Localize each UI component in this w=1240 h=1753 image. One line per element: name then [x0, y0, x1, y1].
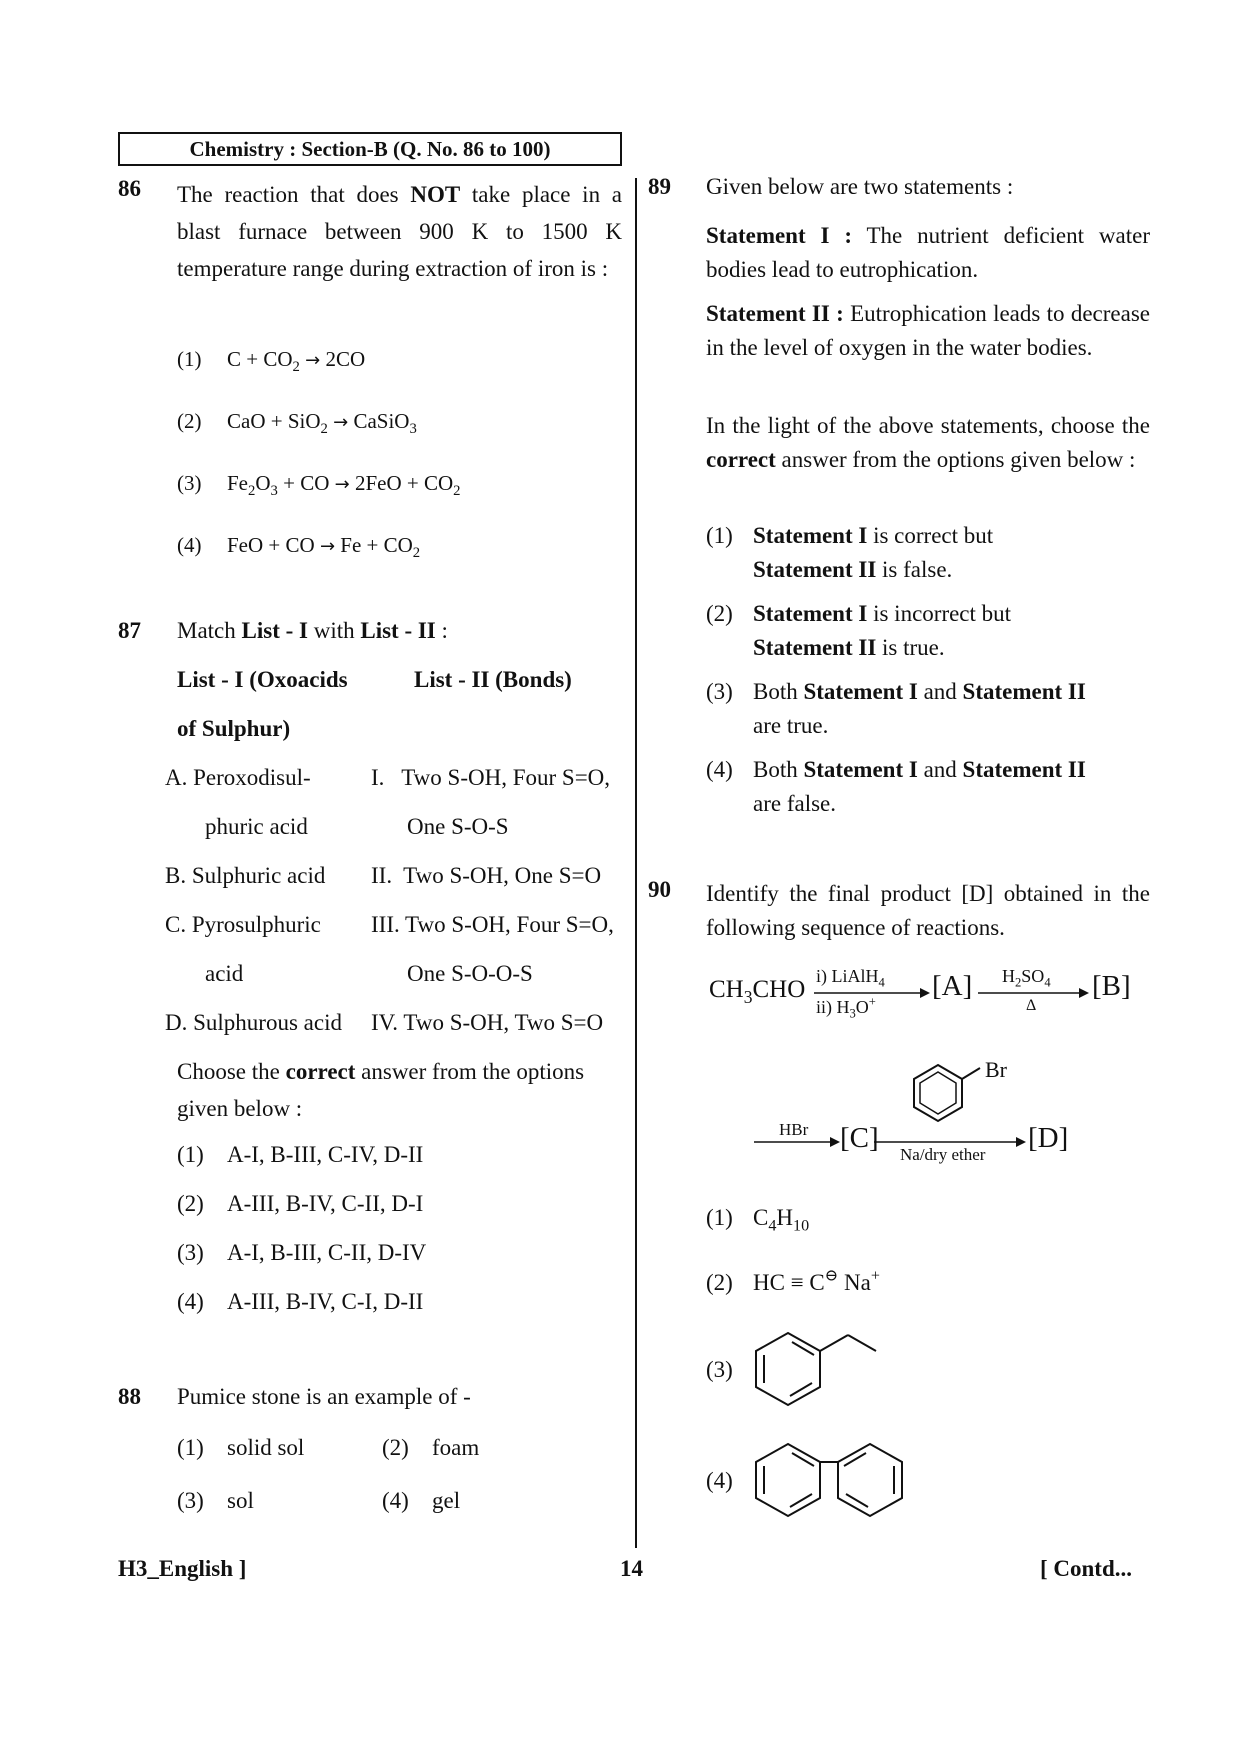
section-header: Chemistry : Section-B (Q. No. 86 to 100)	[118, 132, 622, 166]
q90-option-1[interactable]: (1) $C_4H_{10}$	[706, 1205, 810, 1235]
match-row-d-right: IV. Two S-OH, Two S=O	[371, 1010, 604, 1035]
q89-statement-1: Statement I : The nutrient deficient water bodies lead to eutrophication.	[706, 223, 1150, 282]
q89-number: 89	[648, 174, 671, 199]
q88-option-2[interactable]: (2) foam	[382, 1435, 480, 1460]
match-row-a-right: I. Two S-OH, Four S=O,	[371, 765, 611, 790]
q88-number: 88	[118, 1384, 141, 1409]
q89-intro: Given below are two statements :	[706, 174, 1014, 199]
q87-text: Match List - I with List - II :	[177, 618, 448, 643]
q90-option-3[interactable]: (3)	[706, 1357, 733, 1382]
q87-option-1[interactable]: (1) A-I, B-III, C-IV, D-II	[177, 1142, 424, 1167]
q89-option-1[interactable]: (1) Statement I is correct but Statement II is false.	[706, 523, 994, 582]
q89-statement-2: Statement II : Eutrophication leads to decrease in the level of oxygen in the water bodies.	[706, 301, 1150, 360]
reagent-lialh4: i) LiAlH$_4$	[816, 966, 885, 990]
q87-option-4[interactable]: (4) A-III, B-IV, C-I, D-II	[177, 1289, 424, 1314]
arrow-2	[976, 985, 1091, 1001]
page-number: 14	[620, 1556, 643, 1581]
match-row-b-right: II. Two S-OH, One S=O	[371, 863, 602, 888]
q87-choose-text: Choose the correct answer from the options given below :	[177, 1059, 585, 1121]
arrow-3	[752, 1134, 842, 1150]
q89-option-4[interactable]: (4) Both Statement I and Statement II are false.	[706, 757, 1086, 816]
match-row-a-left-cont: phuric acid	[205, 814, 308, 839]
reagent-h3o: ii) $H_3O^+$	[816, 994, 876, 1021]
list1-heading-line1: List - I (Oxoacids	[177, 667, 348, 692]
q86-option-4[interactable]: (4) FeO + CO → $Fe + CO_2$	[177, 533, 421, 562]
q86-text: The reaction that does NOT take place in a blast furnace between 900 K to 1500 K temperature range during extraction of iron is :	[177, 182, 622, 281]
match-row-a-right-cont: One S-O-S	[407, 814, 509, 839]
reagent-h2so4: $H_2SO_4$	[1002, 966, 1051, 990]
match-row-b-left: B. Sulphuric acid	[165, 863, 326, 888]
reagent-heat: Δ	[1026, 997, 1037, 1014]
q87-option-3[interactable]: (3) A-I, B-III, C-II, D-IV	[177, 1240, 427, 1265]
footer-code: H3_English ]	[118, 1556, 247, 1581]
list1-heading-line2: of Sulphur)	[177, 716, 291, 741]
match-row-c-left: C. Pyrosulphuric	[165, 912, 321, 937]
q86-option-2[interactable]: (2) CaO + SiO$_2$ → CaSiO$_3$	[177, 409, 417, 438]
product-d: [D]	[1028, 1122, 1069, 1154]
q89-choose-text: In the light of the above statements, choose the correct answer from the options given below :	[706, 413, 1150, 472]
match-row-c-right: III. Two S-OH, Four S=O,	[371, 912, 614, 937]
q86-option-1[interactable]: (1) $C + CO_2 \to 2CO$	[177, 347, 366, 376]
q88-option-3[interactable]: (3) sol	[177, 1488, 254, 1513]
reagent-na-ether: Na/dry ether	[900, 1145, 986, 1164]
intermediate-c: [C]	[840, 1122, 879, 1154]
q90-number: 90	[648, 877, 671, 902]
q88-text: Pumice stone is an example of -	[177, 1384, 471, 1409]
intermediate-a: [A]	[932, 970, 973, 1002]
q90-option-2[interactable]: (2) HC ≡ C⊖ Na+	[706, 1267, 880, 1295]
intermediate-b: [B]	[1092, 970, 1131, 1002]
q90-option-4[interactable]: (4)	[706, 1468, 733, 1493]
q89-option-3[interactable]: (3) Both Statement I and Statement II are true.	[706, 679, 1086, 738]
match-row-c-right-cont: One S-O-O-S	[407, 961, 533, 986]
q86-number: 86	[118, 176, 141, 201]
q90-text: Identify the final product [D] obtained in the following sequence of reactions.	[706, 881, 1150, 940]
bromine-label: Br	[985, 1057, 1007, 1082]
column-divider	[635, 178, 637, 1548]
q88-option-4[interactable]: (4) gel	[382, 1488, 461, 1513]
match-row-c-left-cont: acid	[205, 961, 244, 986]
arrow-1	[812, 985, 932, 1001]
footer-contd: [ Contd...	[1040, 1556, 1133, 1581]
reactant-ethanal: $CH_3CHO$	[709, 976, 806, 1008]
q89-option-2[interactable]: (2) Statement I is incorrect but Statement II is true.	[706, 601, 1012, 660]
ethylbenzene-structure	[748, 1325, 888, 1425]
match-row-a-left: A. Peroxodisul-	[165, 765, 311, 790]
reagent-hbr: HBr	[779, 1120, 809, 1139]
match-row-d-left: D. Sulphurous acid	[165, 1010, 342, 1035]
q88-option-1[interactable]: (1) solid sol	[177, 1435, 305, 1460]
biphenyl-structure	[748, 1438, 918, 1530]
q87-number: 87	[118, 618, 141, 643]
list2-heading: List - II (Bonds)	[414, 667, 572, 692]
q87-option-2[interactable]: (2) A-III, B-IV, C-II, D-I	[177, 1191, 424, 1216]
q86-option-3[interactable]: (3) $Fe_2O_3$ + CO → $2FeO + CO_2$	[177, 471, 461, 500]
